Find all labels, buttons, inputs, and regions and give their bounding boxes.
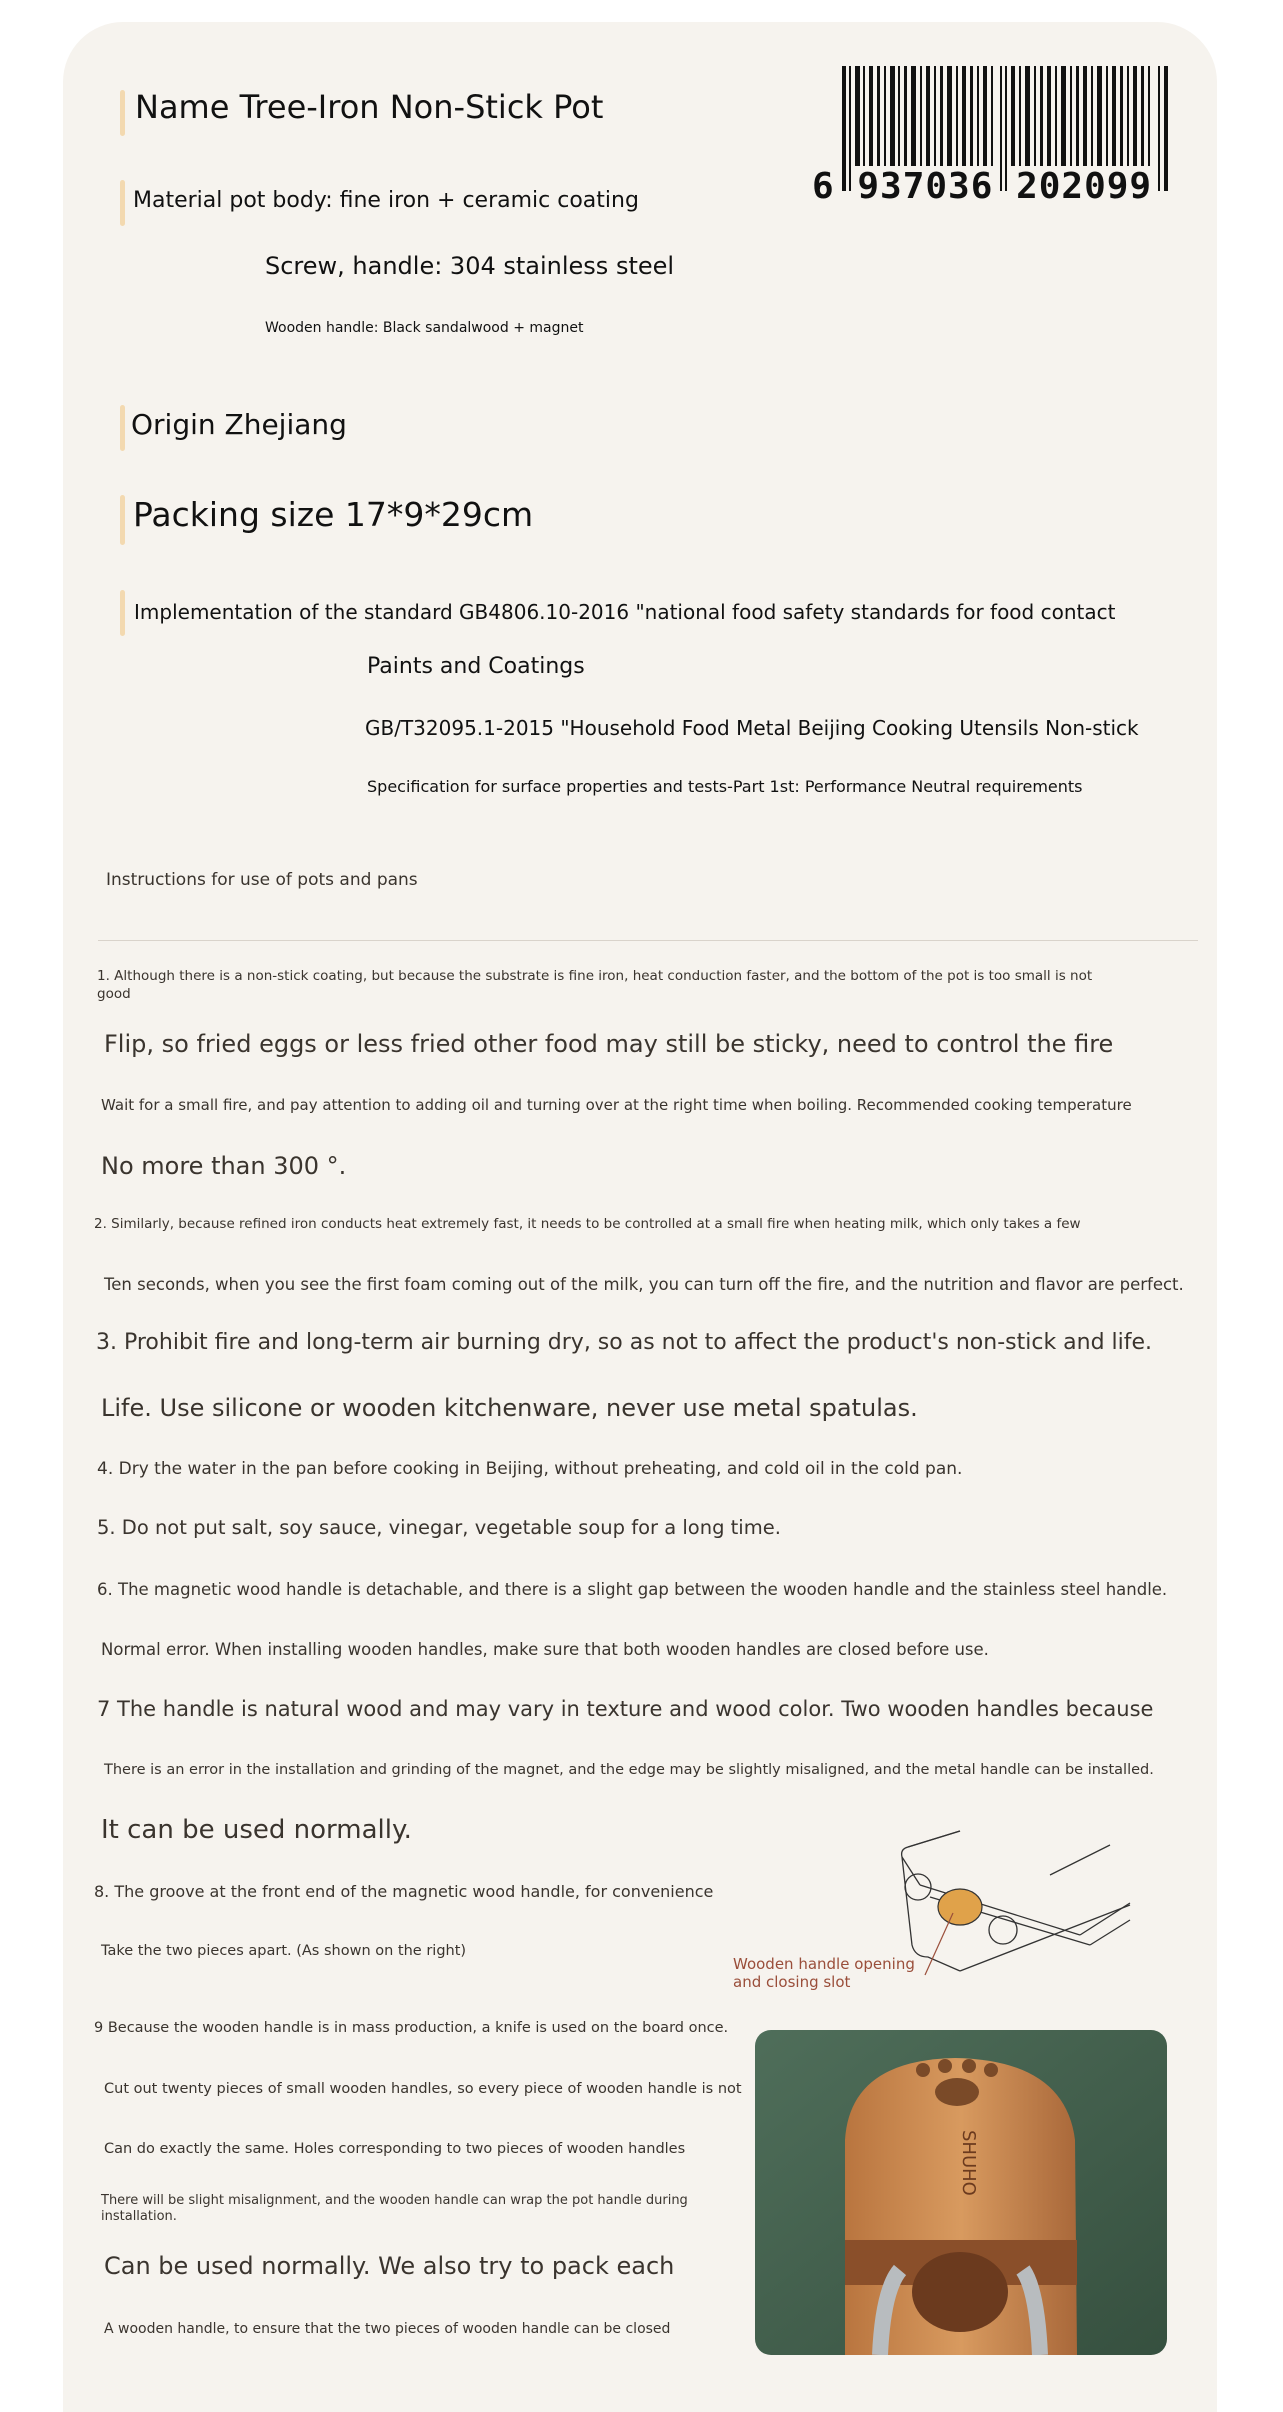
- accent-bar: [120, 405, 125, 451]
- diagram-caption-line: and closing slot: [733, 1973, 851, 1991]
- instruction-line: There will be slight misalignment, and the wooden handle can wrap the pot handle during: [101, 2193, 688, 2208]
- standard-line-1: Implementation of the standard GB4806.10-2016 "national food safety standards for food contact: [134, 600, 1116, 624]
- instructions-heading: Instructions for use of pots and pans: [106, 870, 418, 890]
- wooden-handle-photo: [755, 2030, 1167, 2355]
- instruction-line: A wooden handle, to ensure that the two pieces of wooden handle can be closed: [104, 2321, 671, 2337]
- wooden-handle-text: Wooden handle: Black sandalwood + magnet: [265, 320, 584, 336]
- instruction-line: 8. The groove at the front end of the magnetic wood handle, for convenience: [94, 1882, 714, 1901]
- barcode-number: 6 937036 202099: [812, 166, 1153, 207]
- instruction-line: 3. Prohibit fire and long-term air burning dry, so as not to affect the product's non-stick and life.: [96, 1330, 1153, 1355]
- accent-bar: [120, 90, 125, 136]
- accent-bar: [120, 495, 125, 545]
- instruction-line: Take the two pieces apart. (As shown on the right): [101, 1943, 467, 1959]
- origin-text: Origin Zhejiang: [131, 408, 347, 441]
- instruction-line: Ten seconds, when you see the first foam coming out of the milk, you can turn off the fire, and the nutrition and flavor are perfect.: [104, 1275, 1184, 1294]
- accent-bar: [120, 180, 125, 226]
- instruction-line: 7 The handle is natural wood and may vary in texture and wood color. Two wooden handles because: [97, 1697, 1154, 1721]
- instruction-line: There is an error in the installation and grinding of the magnet, and the edge may be slightly misaligned, and the metal handle can be installed.: [104, 1762, 1154, 1778]
- instruction-line: 2. Similarly, because refined iron conducts heat extremely fast, it needs to be controlled at a small fire when heating milk, which only takes a few: [94, 1216, 1081, 1232]
- instruction-line: good: [97, 986, 131, 1002]
- instruction-line: 6. The magnetic wood handle is detachable, and there is a slight gap between the wooden handle and the stainless steel handle.: [97, 1580, 1168, 1599]
- instruction-line: installation.: [101, 2209, 177, 2224]
- diagram-caption: [733, 1955, 915, 1991]
- instruction-line: 1. Although there is a non-stick coating, but because the substrate is fine iron, heat conduction faster, and the bottom of the pot is too small is not: [97, 968, 1093, 984]
- accent-bar: [120, 590, 125, 636]
- handle-engraving: SHUHO: [958, 2130, 979, 2196]
- instruction-line: Normal error. When installing wooden handles, make sure that both wooden handles are closed before use.: [101, 1640, 989, 1659]
- handle-slot-diagram: [890, 1825, 1135, 1985]
- instruction-line: Flip, so fried eggs or less fried other food may still be sticky, need to control the fire: [104, 1030, 1114, 1058]
- instruction-line: 4. Dry the water in the pan before cooking in Beijing, without preheating, and cold oil in the cold pan.: [97, 1459, 963, 1479]
- instruction-line: 9 Because the wooden handle is in mass production, a knife is used on the board once.: [94, 2020, 729, 2036]
- screw-text: Screw, handle: 304 stainless steel: [265, 252, 675, 280]
- product-name: Name Tree-Iron Non-Stick Pot: [135, 88, 604, 126]
- instruction-line: Life. Use silicone or wooden kitchenware, never use metal spatulas.: [101, 1394, 918, 1422]
- standard-line-2: Paints and Coatings: [367, 654, 585, 679]
- instruction-line: Can be used normally. We also try to pack each: [104, 2252, 675, 2280]
- instruction-line: No more than 300 °.: [101, 1152, 347, 1180]
- standard-line-4: Specification for surface properties and tests-Part 1st: Performance Neutral requirements: [367, 777, 1083, 796]
- divider: [98, 940, 1198, 941]
- standard-line-3: GB/T32095.1-2015 "Household Food Metal Beijing Cooking Utensils Non-stick: [365, 716, 1139, 740]
- packing-size-text: Packing size 17*9*29cm: [133, 495, 534, 534]
- instruction-line: 5. Do not put salt, soy sauce, vinegar, vegetable soup for a long time.: [97, 1516, 781, 1539]
- instruction-line: Wait for a small fire, and pay attention to adding oil and turning over at the right time when boiling. Recommended cooking temperature: [101, 1096, 1132, 1114]
- material-text: Material pot body: fine iron + ceramic coating: [133, 188, 639, 213]
- diagram-caption-line: Wooden handle opening: [733, 1955, 915, 1973]
- instruction-line: Can do exactly the same. Holes corresponding to two pieces of wooden handles: [104, 2141, 686, 2157]
- instruction-line: It can be used normally.: [101, 1815, 412, 1845]
- instruction-line: Cut out twenty pieces of small wooden handles, so every piece of wooden handle is not: [104, 2081, 742, 2097]
